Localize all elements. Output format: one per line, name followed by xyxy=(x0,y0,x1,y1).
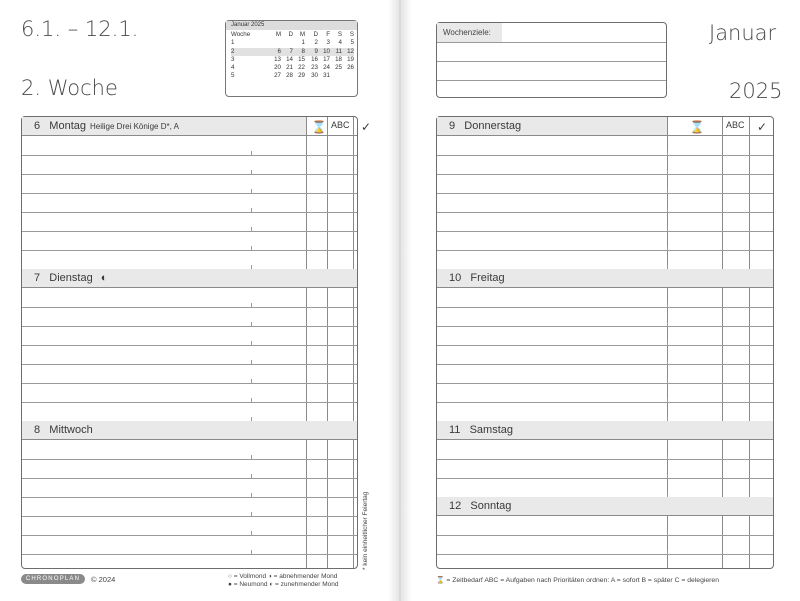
mini-calendar-cell: 3 xyxy=(231,55,235,63)
writing-line[interactable] xyxy=(22,554,357,555)
column-divider xyxy=(353,117,354,568)
day-title xyxy=(449,272,505,284)
mini-calendar-cell: 14 xyxy=(286,55,293,63)
mini-calendar-row xyxy=(231,48,354,56)
writing-line[interactable] xyxy=(437,554,773,555)
writing-line[interactable] xyxy=(437,478,773,479)
writing-line[interactable] xyxy=(22,516,357,517)
mini-calendar-cell: 30 xyxy=(311,72,318,80)
mini-calendar-cell: 3 xyxy=(326,39,330,47)
writing-line[interactable] xyxy=(437,193,773,194)
mini-calendar-cell: Woche xyxy=(231,31,251,38)
writing-line[interactable] xyxy=(437,326,773,327)
writing-line[interactable] xyxy=(22,497,357,498)
year-title: 2025 xyxy=(729,79,783,103)
day-number: 12 xyxy=(449,500,462,512)
mini-calendar-cell: 2 xyxy=(231,47,235,55)
mini-calendar-cell: 19 xyxy=(347,55,354,63)
day-number: 6 xyxy=(34,120,41,132)
mini-calendar-cell: M xyxy=(275,31,281,38)
writing-line[interactable] xyxy=(22,231,357,232)
mini-calendar-row xyxy=(231,56,354,64)
mini-calendar-cell: 26 xyxy=(347,64,354,72)
mini-calendar-cell: S xyxy=(337,31,342,38)
writing-line[interactable] xyxy=(22,212,357,213)
day-name: Donnerstag xyxy=(464,120,522,132)
mini-calendar xyxy=(225,20,358,97)
writing-line[interactable] xyxy=(437,383,773,384)
mini-calendar-cell: 7 xyxy=(289,47,293,55)
mini-calendar-cell: 9 xyxy=(314,47,318,55)
mini-calendar-cell: 6 xyxy=(277,47,281,55)
writing-line[interactable] xyxy=(437,402,773,403)
mini-calendar-cell: 18 xyxy=(335,55,342,63)
mini-calendar-cell: 4 xyxy=(231,64,235,72)
month-title: Januar xyxy=(709,21,777,45)
mini-calendar-grid xyxy=(231,31,354,81)
week-label: 2. Woche xyxy=(21,76,118,100)
holiday-footnote: * kein einheitlicher Feiertag xyxy=(362,491,369,570)
day-number: 7 xyxy=(34,272,41,284)
mini-calendar-cell: 5 xyxy=(231,72,235,80)
mini-calendar-cell: 13 xyxy=(274,55,281,63)
writing-line[interactable] xyxy=(437,535,773,536)
writing-line[interactable] xyxy=(22,478,357,479)
weekly-goals-label: Wochenziele: xyxy=(443,28,491,37)
writing-line[interactable] xyxy=(22,345,357,346)
mini-calendar-row xyxy=(231,64,354,72)
mini-calendar-cell: 11 xyxy=(335,47,342,55)
mini-calendar-row xyxy=(231,72,354,80)
mini-calendar-cell: 20 xyxy=(274,64,281,72)
mini-calendar-cell: D xyxy=(288,31,293,38)
hourglass-icon: ⌛ xyxy=(311,120,327,134)
column-divider xyxy=(306,117,307,568)
day-title xyxy=(449,120,521,132)
day-name: Montag xyxy=(49,120,86,132)
writing-line[interactable] xyxy=(22,364,357,365)
day-title xyxy=(34,120,179,132)
day-title xyxy=(449,424,513,436)
book-spine xyxy=(388,0,412,601)
writing-line[interactable] xyxy=(437,307,773,308)
mini-calendar-row xyxy=(231,39,354,47)
mini-calendar-cell: 27 xyxy=(274,72,281,80)
mini-calendar-cell: 22 xyxy=(298,64,305,72)
column-divider xyxy=(327,117,328,568)
weekly-goals-box[interactable] xyxy=(436,22,667,98)
mini-calendar-cell: F xyxy=(326,31,330,38)
writing-line[interactable] xyxy=(437,345,773,346)
holiday-label: Heilige Drei Könige D*, A xyxy=(90,122,179,131)
writing-line[interactable] xyxy=(22,174,357,175)
mini-calendar-cell: 23 xyxy=(311,64,318,72)
copyright: © 2024 xyxy=(91,575,116,584)
mini-calendar-cell: 12 xyxy=(347,47,354,55)
day-name: Sonntag xyxy=(470,500,512,512)
writing-line[interactable] xyxy=(437,459,773,460)
writing-line[interactable] xyxy=(22,307,357,308)
writing-line[interactable] xyxy=(437,212,773,213)
mini-calendar-cell: 16 xyxy=(311,55,318,63)
day-number: 10 xyxy=(449,272,462,284)
mini-calendar-cell: D xyxy=(313,31,318,38)
moon-legend-1: ○ = Vollmond ◑ = abnehmender Mond xyxy=(228,573,338,580)
writing-line[interactable] xyxy=(437,174,773,175)
mini-calendar-cell: 8 xyxy=(301,47,305,55)
mini-calendar-title: Januar 2025 xyxy=(226,21,357,30)
day-name: Samstag xyxy=(469,424,514,436)
writing-line[interactable] xyxy=(22,250,357,251)
writing-line[interactable] xyxy=(437,155,773,156)
writing-line[interactable] xyxy=(437,250,773,251)
priority-legend: ⌛ = Zeitbedarf ABC = Aufgaben nach Prioritäten ordnen: A = sofort B = später C = delegieren xyxy=(436,577,719,584)
writing-line[interactable] xyxy=(22,326,357,327)
mini-calendar-cell: 29 xyxy=(298,72,305,80)
mini-calendar-cell: 15 xyxy=(298,55,305,63)
date-range: 6.1. – 12.1. xyxy=(21,17,139,41)
day-title xyxy=(34,272,107,284)
writing-line[interactable] xyxy=(22,535,357,536)
writing-line[interactable] xyxy=(437,231,773,232)
mini-calendar-cell: 24 xyxy=(323,64,330,72)
writing-line[interactable] xyxy=(22,383,357,384)
mini-calendar-cell: S xyxy=(349,31,354,38)
abc-priority-icon: ABC xyxy=(726,120,745,130)
hourglass-icon: ⌛ xyxy=(689,120,705,134)
mini-calendar-cell: 4 xyxy=(338,39,342,47)
abc-priority-icon: ABC xyxy=(331,120,350,130)
day-title xyxy=(449,500,511,512)
mini-calendar-cell: 17 xyxy=(323,55,330,63)
writing-line[interactable] xyxy=(22,155,357,156)
day-number: 11 xyxy=(449,424,461,436)
mini-calendar-cell: M xyxy=(299,31,305,38)
mini-calendar-cell: 10 xyxy=(323,47,330,55)
mini-calendar-cell: 2 xyxy=(314,39,318,47)
day-number: 9 xyxy=(449,120,456,132)
checkmark-icon: ✓ xyxy=(757,120,768,134)
moon-phase-icon: ◐ xyxy=(100,272,108,284)
mini-calendar-cell: 28 xyxy=(286,72,293,80)
mini-calendar-cell: 1 xyxy=(231,39,235,47)
writing-line[interactable] xyxy=(22,193,357,194)
day-name: Freitag xyxy=(470,272,505,284)
mini-calendar-cell: 5 xyxy=(350,39,354,47)
day-name: Dienstag xyxy=(49,272,93,284)
writing-line[interactable] xyxy=(22,402,357,403)
mini-calendar-cell: 31 xyxy=(323,72,330,80)
mini-calendar-row xyxy=(231,31,354,39)
mini-calendar-cell: 25 xyxy=(335,64,342,72)
writing-line[interactable] xyxy=(22,459,357,460)
writing-line[interactable] xyxy=(437,364,773,365)
brand-logo: CHRONOPLAN xyxy=(21,574,85,584)
checkmark-icon: ✓ xyxy=(361,120,372,134)
right-day-table xyxy=(436,116,774,569)
day-title xyxy=(34,424,93,436)
day-name: Mittwoch xyxy=(49,424,93,436)
mini-calendar-cell: 21 xyxy=(286,64,293,72)
day-number: 8 xyxy=(34,424,41,436)
mini-calendar-cell: 1 xyxy=(301,39,305,47)
moon-legend-2: ● = Neumond ◐ = zunehmender Mond xyxy=(228,581,339,588)
